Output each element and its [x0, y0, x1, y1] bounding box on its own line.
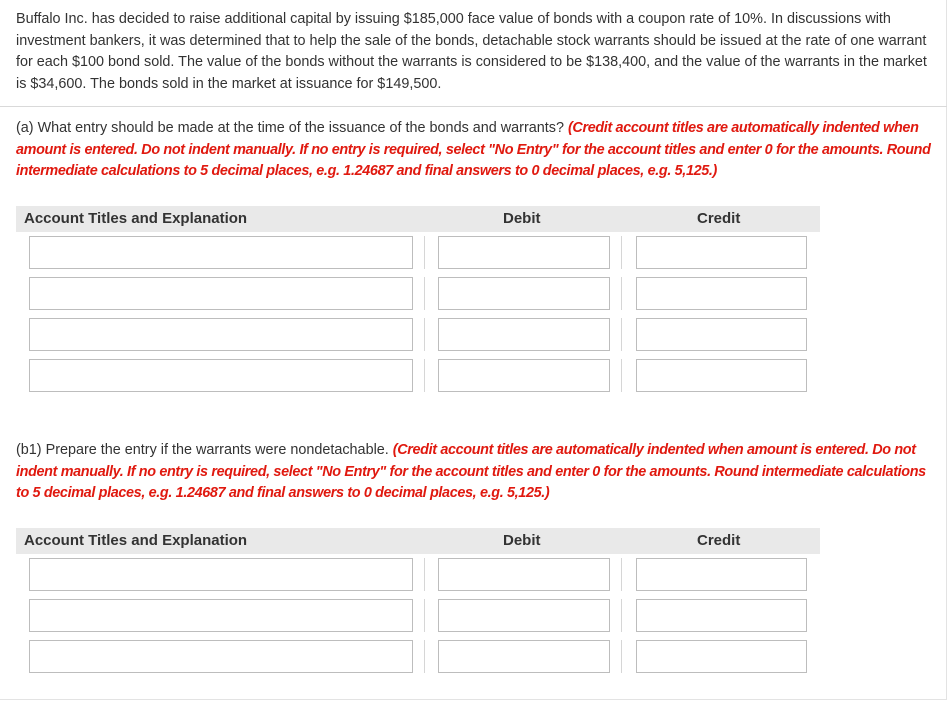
table-row	[16, 355, 820, 396]
column-separator	[621, 558, 622, 591]
part-b1-label: (b1) Prepare the entry if the warrants were nondetachable.	[16, 442, 389, 458]
journal-entry-table-a	[16, 206, 820, 396]
account-title-input[interactable]	[29, 236, 413, 269]
part-b1-instructions: (Credit account titles are automatically indented when amount is entered. Do not indent manually. If no entry is required, select "No Entry" for the account titles and enter 0 for the amounts. Round intermediate calculations to 5 decimal places, e.g. 1.24687 and final answers to 0 decimal places, e.g. 5,125.)	[16, 442, 926, 502]
column-separator	[424, 236, 425, 269]
credit-input[interactable]	[636, 640, 807, 673]
column-separator	[621, 599, 622, 632]
debit-input[interactable]	[438, 277, 610, 310]
account-titles-header: Account Titles and Explanation	[24, 210, 248, 227]
debit-input[interactable]	[438, 318, 610, 351]
debit-input[interactable]	[438, 599, 610, 632]
debit-header: Debit	[503, 532, 541, 549]
account-title-input[interactable]	[29, 277, 413, 310]
debit-input[interactable]	[438, 640, 610, 673]
debit-input[interactable]	[438, 558, 610, 591]
table-row	[16, 314, 820, 355]
table-row	[16, 273, 820, 314]
credit-input[interactable]	[636, 599, 807, 632]
column-separator	[621, 640, 622, 673]
account-titles-header: Account Titles and Explanation	[24, 532, 248, 549]
account-title-input[interactable]	[29, 599, 413, 632]
credit-header: Credit	[697, 210, 741, 227]
debit-input[interactable]	[438, 236, 610, 269]
account-title-input[interactable]	[29, 318, 413, 351]
part-a-label: (a) What entry should be made at the time of the issuance of the bonds and warrants?	[16, 120, 564, 136]
journal-entry-table-b1	[16, 528, 820, 677]
column-separator	[424, 599, 425, 632]
column-separator	[424, 558, 425, 591]
table-row	[16, 554, 820, 595]
column-separator	[621, 236, 622, 269]
credit-input[interactable]	[636, 558, 807, 591]
table-row	[16, 595, 820, 636]
section-divider	[0, 106, 947, 107]
part-a-instructions: (Credit account titles are automatically indented when amount is entered. Do not indent manually. If no entry is required, select "No Entry" for the account titles and enter 0 for the amounts. Round intermediate calculations to 5 decimal places, e.g. 1.24687 and final answers to 0 decimal places, e.g. 5,125.)	[16, 120, 931, 180]
table-row	[16, 232, 820, 273]
column-separator	[621, 277, 622, 310]
part-b1-question	[16, 440, 934, 505]
credit-input[interactable]	[636, 236, 807, 269]
debit-input[interactable]	[438, 359, 610, 392]
credit-input[interactable]	[636, 359, 807, 392]
part-a-question	[16, 118, 934, 183]
account-title-input[interactable]	[29, 558, 413, 591]
column-separator	[424, 359, 425, 392]
column-separator	[621, 318, 622, 351]
debit-header: Debit	[503, 210, 541, 227]
table-header	[16, 206, 820, 232]
problem-statement: Buffalo Inc. has decided to raise additional capital by issuing $185,000 face value of bonds with a coupon rate of 10%. In discussions with investment bankers, it was determined that to help the sale of the bonds, detachable stock warrants should be issued at the rate of one warrant for each $100 bond sold. The value of the bonds without the warrants is considered to be $138,400, and the value of the warrants in the market is $34,600. The bonds sold in the market at issuance for $149,500.	[16, 11, 927, 93]
table-header	[16, 528, 820, 554]
credit-input[interactable]	[636, 277, 807, 310]
table-row	[16, 636, 820, 677]
account-title-input[interactable]	[29, 359, 413, 392]
column-separator	[621, 359, 622, 392]
credit-header: Credit	[697, 532, 741, 549]
account-title-input[interactable]	[29, 640, 413, 673]
column-separator	[424, 277, 425, 310]
column-separator	[424, 318, 425, 351]
column-separator	[424, 640, 425, 673]
credit-input[interactable]	[636, 318, 807, 351]
